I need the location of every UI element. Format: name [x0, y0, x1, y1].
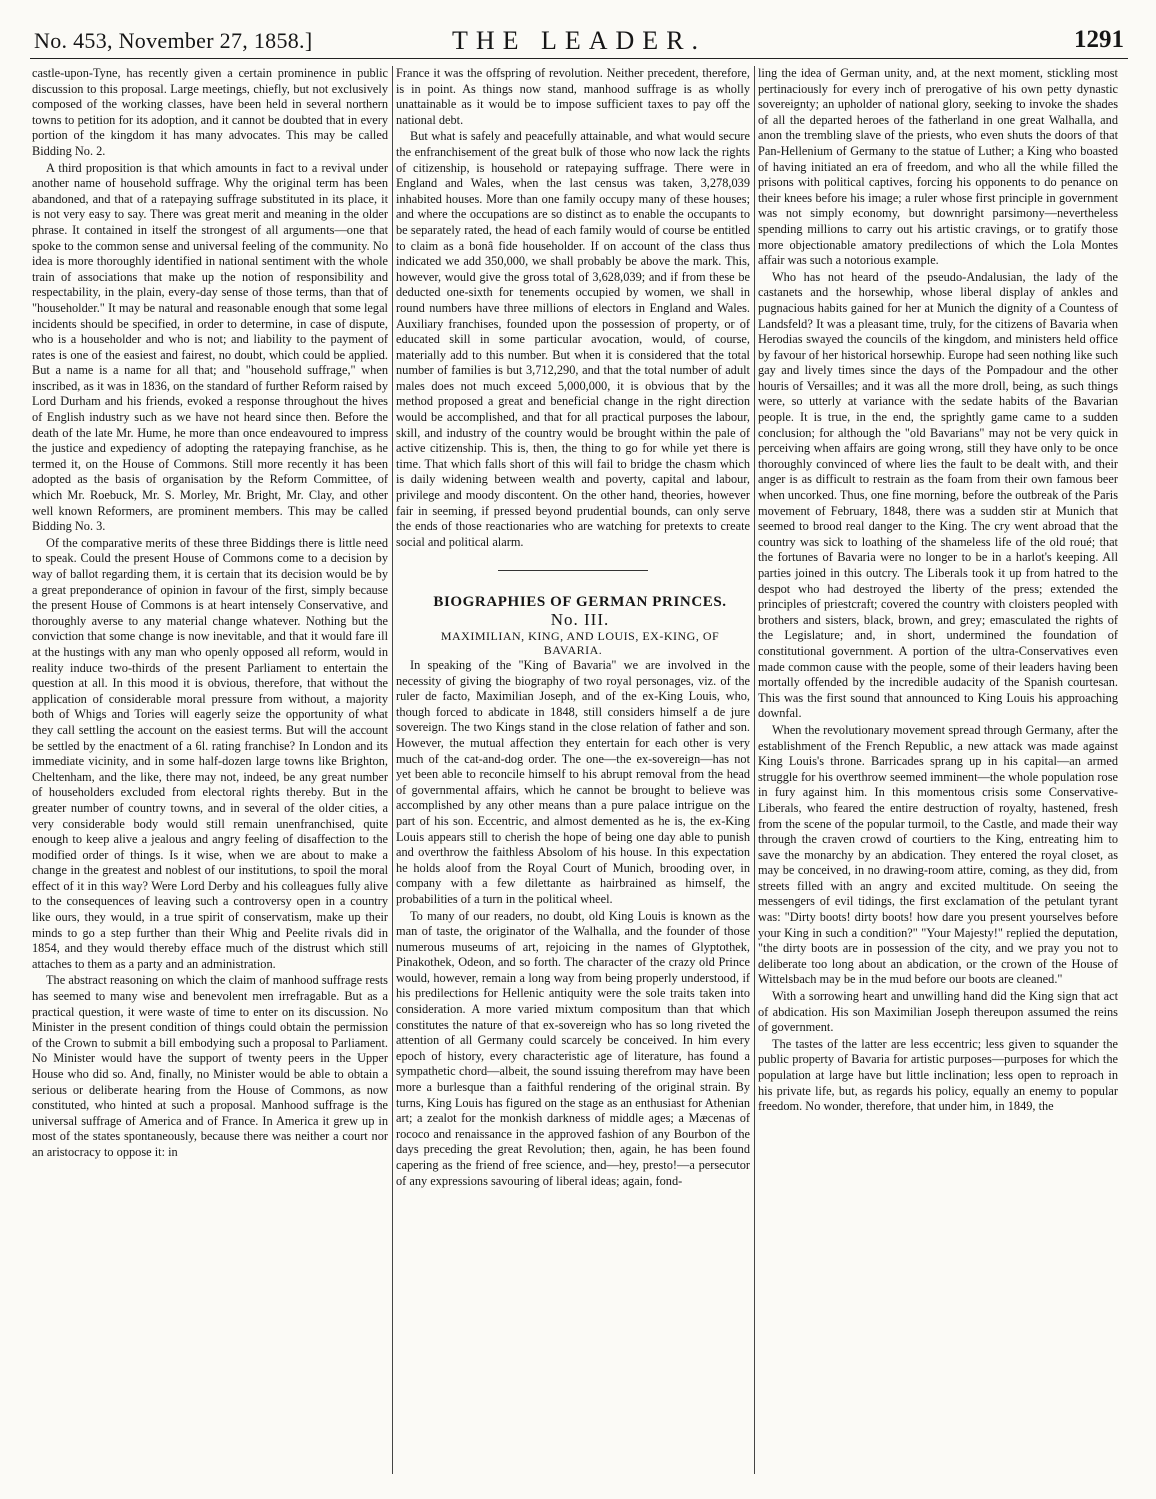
paragraph: castle-upon-Tyne, has recently given a certain prominence in public discussion to this proposal. Large meetings, chiefly, but not exclusively composed of the working classes, have been held in several northern towns to petition for its adoption, and it cannot be doubted that in every portion of the kingdom it has many advocates. This may be called Bidding No. 2.	[32, 66, 388, 158]
issue-line: No. 453, November 27, 1858.]	[34, 28, 313, 53]
column-1	[32, 66, 388, 1474]
section-subtitle: MAXIMILIAN, KING, AND LOUIS, EX-KING, OF BAVARIA.	[440, 629, 720, 657]
paragraph: Of the comparative merits of these three Biddings there is little need to speak. Could the present House of Commons come to a decision by way of ballot regarding them, it is certain that its decision would be by a great preponderance of opinion in favour of the first, simply because the present House of Commons is at heart intensely Conservative, and thoroughly averse to any material change whatever. Nothing but the conviction that some change is now inevitable, and that it would fare ill at the hustings with any man who openly opposed all reform, would in reality induce two-thirds of the present Parliament to entertain the question at all. In this mood it is obvious, therefore, that without the application of considerable moral pressure from without, a majority both of Whigs and Tories will eagerly seize the opportunity of what they call settling the account on the easiest terms. But will the account be settled by the enactment of a 6l. rating franchise? In London and its immediate vicinity, and in some half-dozen large towns like Brighton, Cheltenham, and the like, there may not, indeed, be any great number of householders excluded from electoral rights thereby. But in the greater number of country towns, and in several of the older cities, a very considerable body would still remain unenfranchised, quite enough to keep alive a jealous and angry feeling of disaffection to the modified order of things. Is it wise, when we are about to make a change in the greatest and noblest of our institutions, to spoil the moral effect of it in this way? Were Lord Derby and his colleagues fully alive to the consequences of leaving such a controversy open in a country like ours, they would, in a true spirit of conservatism, make up their minds to go a step further than their Whig and Peelite rivals did in 1854, and they would thereby efface much of the distrust which still attaches to them as a party and an administration.	[32, 535, 388, 971]
page-number: 1291	[1074, 26, 1124, 53]
paragraph: The tastes of the latter are less eccentric; less given to squander the public property of Bavaria for artistic purposes—purposes for which the population at large have but little inclination; less open to reproach in his private life, but, as regards his policy, equally an enemy to popular freedom. No wonder, therefore, that under him, in 1849, the	[758, 1036, 1118, 1114]
column-rule-right	[754, 66, 755, 1474]
masthead	[30, 22, 1128, 59]
newspaper-title: THE LEADER.	[451, 26, 707, 55]
paragraph: ling the idea of German unity, and, at the next moment, stickling most pertinaciously for every inch of prerogative of his own petty dynastic sovereignty; an upholder of national glory, seeking to invoke the shades of all the departed heroes of the fatherland in one great Walhalla, and anon the trembling slave of the priests, who even shuts the doors of that Pan-Hellenium of Germany to the statue of Luther; a King who boasted of having initiated an era of freedom, and who all the while filled the prisons with political captives, forcing his opponents to do penance on their knees before his image; a ruler whose first principle in government was not simply economy, but downright parsimony—nevertheless spending millions to carry out his artistic cravings, or to gratify those more objectionable amatory predilections of which the Lola Montes affair was such a notorious example.	[758, 66, 1118, 268]
paragraph: With a sorrowing heart and unwilling hand did the King sign that act of abdication. His son Maximilian Joseph thereupon assumed the reins of government.	[758, 989, 1118, 1035]
section-divider	[498, 570, 648, 571]
paragraph: In speaking of the "King of Bavaria" we are involved in the necessity of giving the biography of two royal personages, viz. of the ruler de facto, Maximilian Joseph, and of the ex-King Louis, who, though forced to abdicate in 1848, still considers himself a de jure sovereign. The two Kings stand in the close relation of father and son. However, the mutual affection they entertain for each other is very much of the cat-and-dog order. The one—the ex-sovereign—has not yet been able to reconcile himself to his abrupt removal from the head of governmental affairs, which he cannot be brought to believe was accomplished by any other means than a pure palace intrigue on the part of his son. Eccentric, and almost demented as he is, the ex-King Louis appears still to cherish the hope of being one day able to punish and overthrow the faithless Absolom of his house. In this expectation he holds aloof from the Royal Court of Munich, brooding over, in company with a few dilettante as hairbrained as himself, the probabilities of a turn in the political wheel.	[396, 658, 750, 906]
paragraph: When the revolutionary movement spread through Germany, after the establishment of the French Republic, a new attack was made against King Louis's throne. Barricades sprang up in his capital—an armed struggle for his overthrow seemed imminent—the whole population rose in fury against him. In this momentous crisis some Conservative-Liberals, who feared the entire destruction of royalty, hastened, fresh from the scene of the popular turmoil, to the Castle, and made their way through the craven crowd of courtiers to the King, entreating him to save the monarchy by an abdication. They entered the royal closet, as may be conceived, in no drawing-room attire, coming, as they did, from streets filled with an angry and excited multitude. On seeing the messengers of evil tidings, the first exclamation of the petulant tyrant was: "Dirty boots! dirty boots! how dare you present yourselves before your King in such a condition?" "Your Majesty!" replied the deputation, "the dirty boots are in possession of the city, and we pray you not to deliberate too long about an abdication, or the crown of the House of Wittelsbach may be in the mud before our boots are cleaned."	[758, 722, 1118, 987]
paragraph: To many of our readers, no doubt, old King Louis is known as the man of taste, the originator of the Walhalla, and the founder of those numerous museums of art, rejoicing in the names of Glyptothek, Pinakothek, Odeon, and so forth. The character of the crazy old Prince would, however, remain a long way from being properly understood, if his predilections for Hellenic antiquity were the sole traits taken into consideration. A more varied mixtum compositum than that which constitutes the nature of that ex-sovereign who has so long riveted the attention of all Germany could scarcely be conceived. In him every epoch of history, every characteristic age of literature, has found a sympathetic chord—albeit, the sound issuing therefrom may have been more a burlesque than a faithful rendering of the original strain. By turns, King Louis has figured on the stage as an enthusiast for Athenian art; a zealot for the monkish darkness of middle ages; a Mæcenas of rococo and renaissance in the approved fashion of any Bourbon of the days preceding the great Revolution; then, again, he has been found capering as the friend of free science, and—hey, presto!—a persecutor of any expressions savouring of liberal ideas; again, fond-	[396, 908, 750, 1188]
paragraph: A third proposition is that which amounts in fact to a revival under another name of household suffrage. Why the original term has been abandoned, and that of a ratepaying suffrage substituted in its place, it is not very easy to say. There was great merit and meaning in the older phrase. It contained in itself the strongest of all arguments—one that spoke to the common sense and universal feeling of the community. No idea is more thoroughly identified in national sentiment with the whole train of associations that make up the notion of responsibility and respectability, in the plain, every-day sense of those terms, than that of "householder." It may be natural and reasonable enough that some legal incidents should be specified, in order to determine, in case of dispute, who is a householder and who is not; and liability to the payment of rates is one of the easiest and fairest, no doubt, which could be applied. But a name is a name for all that; and "household suffrage," when inscribed, as it was in 1836, on the standard of further Reform raised by Lord Durham and his friends, evoked a response throughout the hives of English industry such as we have not heard since then. Before the death of the late Mr. Hume, he more than once endeavoured to impress the justice and expediency of adopting the ratepaying franchise, as he termed it, on the House of Commons. Still more recently it has been adopted as the basis of organisation by the Reform Committee, of which Mr. Roebuck, Mr. S. Morley, Mr. Bright, Mr. Clay, and other well known Reformers, are prominent members. This may be called Bidding No. 3.	[32, 160, 388, 534]
section-title: BIOGRAPHIES OF GERMAN PRINCES.	[433, 594, 727, 611]
paragraph: But what is safely and peacefully attainable, and what would secure the enfranchisement of the great bulk of those who now lack the rights of citizenship, is household or ratepaying suffrage. There were in England and Wales, when the last census was taken, 3,278,039 inhabited houses. More than one family occupy many of these houses; and where the occupations are so distinct as to enable the occupants to be separately rated, the head of each family would of course be entitled to claim as a bonâ fide householder. If on account of the class thus indicated we add 350,000, we shall probably be above the mark. This, however, would give the gross total of 3,628,039; and if from these be deducted one-sixth for tenements occupied by women, we shall in round numbers have three millions of electors in England and Wales. Auxiliary franchises, founded upon the possession of property, or of educated skill in some particular avocation, would, of course, materially add to this number. But when it is considered that the total number of families is but 3,712,290, and that the total number of adult males does not much exceed 5,000,000, it is obvious that by the method proposed a great and beneficial change in the right direction would be accomplished, and that for all practical purposes the labour, skill, and industry of the country would be brought within the pale of active citizenship. This is, then, the thing to go for while yet there is time. That which falls short of this will fail to bridge the chasm which is daily widening between wealth and poverty, capital and labour, privilege and moody discontent. On the other hand, theories, however fair in seeming, if pressed beyond prudential bounds, can only serve the ends of those reactionaries who are watching for pretexts to create social and political alarm.	[396, 129, 750, 549]
paragraph: France it was the offspring of revolution. Neither precedent, therefore, is in point. As things now stand, manhood suffrage is as wholly unattainable as it would be to impose sufficient taxes to pay off the national debt.	[396, 66, 750, 127]
column-rule-left	[392, 66, 393, 1474]
paragraph: Who has not heard of the pseudo-Andalusian, the lady of the castanets and the horsewhip, whose liberal display of ankles and pugnacious habits gained for her at Munich the dignity of a Countess of Landsfeld? It was a pleasant time, truly, for the citizens of Bavaria when Herodias swayed the councils of the kingdom, and ministers held office by favour of her historical horsewhip. Europe had seen nothing like such gay and lively times since the days of the Pompadour and the other houris of Versailles; and it was all the more droll, being, as such things were, so utterly at variance with the sedate habits of the Bavarian people. It is true, in the end, the sprightly game came to a sudden conclusion; for although the "old Bavarians" may not be very quick in perceiving when affairs are going wrong, still they have only to be once thoroughly convinced of where lies the fault to be dealt with, and their anger is as difficult to restrain as the foam from their own famous beer when uncorked. Thus, one fine morning, before the outbreak of the Paris movement of February, 1848, there was a sudden stir at Munich that seemed to brood real danger to the King. The cry went abroad that the country was sick to loathing of the shameless life of the old roué; that the fortunes of Bavaria were no longer to be in a harlot's keeping. All parties joined in this outcry. The Liberals took it up from hatred to the despot who had destroyed the liberty of the press; extended the principles of priestcraft; covered the country with cloisters peopled with brothers and sisters, black, brown, and grey; emasculated the rights of the Legislature; and, in short, undermined the foundation of constitutional government. A portion of the ultra-Conservatives even made common cause with the people, some of their leaders having been mortally offended by the incredible audacity of the Spanish courtesan. This was the first sound that announced to King Louis his approaching downfal.	[758, 269, 1118, 721]
column-3	[758, 66, 1118, 1474]
section-number: No. III.	[550, 610, 610, 630]
column-2	[396, 66, 750, 1474]
paragraph: The abstract reasoning on which the claim of manhood suffrage rests has seemed to many wise and benevolent men irrefragable. But as a practical question, it were waste of time to enter on its discussion. No Minister in the present condition of things could obtain the permission of the Crown to submit a bill embodying such a proposal to Parliament. No Minister would have the support of twenty peers in the Upper House who did so. And, finally, no Minister would be able to obtain a serious or deliberate hearing from the House of Commons, as now constituted, who hinted at such a proposal. Manhood suffrage is the universal suffrage of America and of France. In America it grew up in most of the states spontaneously, because there was neither a court nor an aristocracy to oppose it: in	[32, 973, 388, 1159]
